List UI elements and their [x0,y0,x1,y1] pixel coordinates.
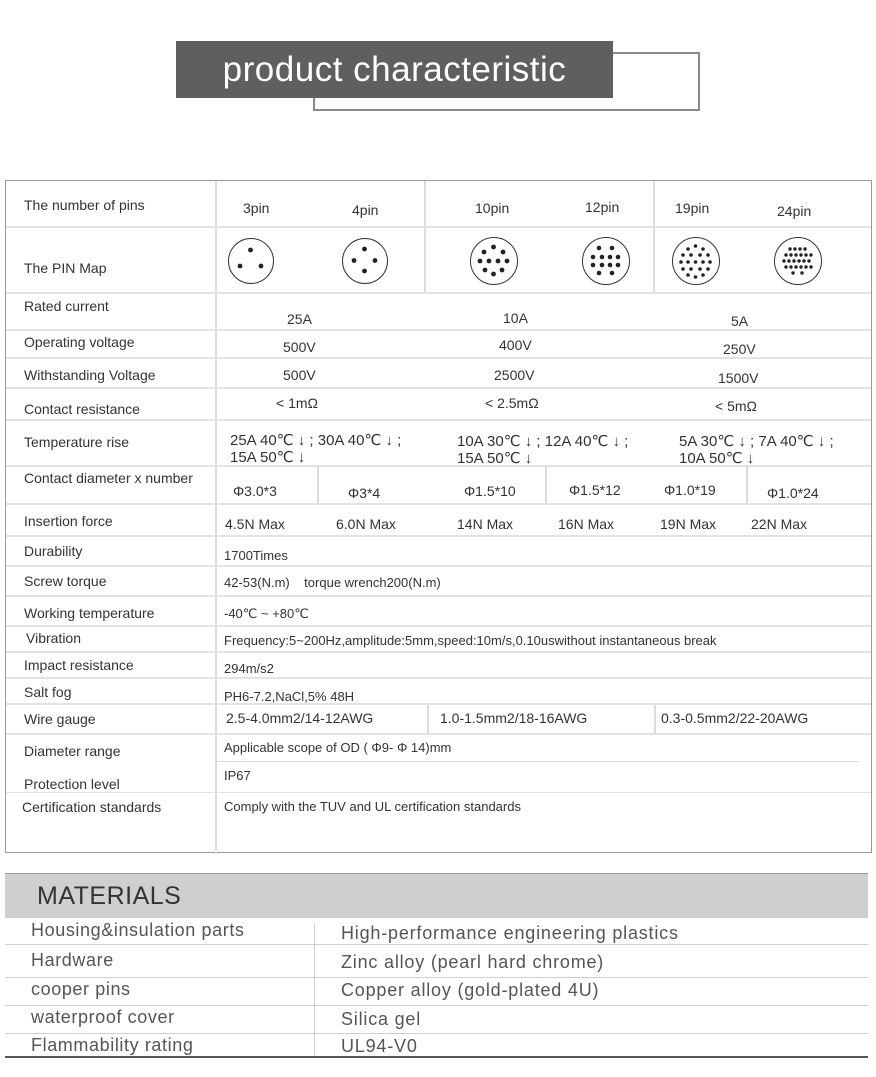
cell-value: < 2.5mΩ [485,395,539,411]
row-vibration [6,627,871,653]
pin-count: 19pin [675,200,710,216]
cell-value: 1700Times [224,548,288,563]
material-part: Housing&insulation parts [31,920,245,940]
row-label: Working temperature [24,605,155,621]
cell-value: 15A 50℃ ↓ [230,449,306,466]
materials-title: MATERIALS [37,882,182,910]
materials-table [5,873,868,1058]
cell-value: 25A 40℃ ↓ ; 30A 40℃ ↓ ; [230,432,402,449]
cell-value: 294m/s2 [224,661,274,676]
material-value: Silica gel [341,1009,422,1029]
pin-map-4pin-icon [342,238,388,284]
cell-value: 500V [283,339,316,355]
row-label: Contact diameter x number [24,470,193,486]
row-label: Wire gauge [24,711,96,727]
row-insertion-force [6,505,871,537]
row-contact-resistance [6,389,871,421]
cell-value: PH6-7.2,NaCl,5% 48H [224,689,355,704]
pin-count: 24pin [777,203,812,219]
row-contact-diameter [6,467,871,505]
row-label: Salt fog [24,684,72,700]
cell-value: 2.5-4.0mm2/14-12AWG [226,710,374,726]
cell-value: 4.5N Max [225,516,285,532]
cell-value: 5A [731,313,749,329]
cell-value: Frequency:5~200Hz,amplitude:5mm,speed:10m/s,0.10uswithout instantaneous break [224,633,717,648]
row-diameter-range [6,735,871,761]
row-rated-current [6,294,871,331]
row-salt-fog [6,679,871,705]
cell-value: 10A 50℃ ↓ [679,450,755,467]
pin-map-19pin-icon [672,237,720,285]
cell-value: < 1mΩ [276,395,318,411]
material-value: Zinc alloy (pearl hard chrome) [341,952,605,972]
materials-row [5,918,868,945]
materials-header [5,873,868,918]
row-label: Impact resistance [24,657,134,673]
row-label: Certification standards [22,799,162,815]
row-label: Contact resistance [24,401,140,417]
cell-value: 22N Max [751,516,808,532]
cell-value: 1500V [718,370,759,386]
cell-value: < 5mΩ [715,398,757,414]
cell-value: 10A 30℃ ↓ ; 12A 40℃ ↓ ; [457,433,629,450]
cell-value: IP67 [224,768,251,783]
spec-table [5,180,872,853]
cell-value: 15A 50℃ ↓ [457,450,533,467]
row-impact-resistance [6,653,871,679]
cell-value: 0.3-0.5mm2/22-20AWG [661,710,809,726]
cell-value: 400V [499,337,532,353]
row-wire-gauge [6,705,871,735]
row-label: Rated current [24,298,109,314]
row-label: Operating voltage [24,334,135,350]
pin-map-24pin-icon [774,237,822,285]
pin-map-12pin-icon [582,237,630,285]
cell-value: 14N Max [457,516,514,532]
material-part: Hardware [31,950,114,970]
cell-value: -40℃ ~ +80℃ [224,606,309,621]
cell-value: Comply with the TUV and UL certification standards [224,799,521,814]
pin-count: 3pin [243,200,270,216]
materials-row [5,1006,868,1034]
row-pin-map [6,228,871,294]
row-label: Withstanding Voltage [24,367,156,383]
cell-value: 16N Max [558,516,615,532]
pin-count: 10pin [475,200,510,216]
cell-value: Φ1.0*19 [664,482,716,498]
cell-value: Applicable scope of OD ( Φ9- Φ 14)mm [224,740,452,755]
page-title: product characteristic [176,41,613,98]
pin-map-3pin-icon [228,238,274,284]
cell-value: 42-53(N.m) torque wrench200(N.m) [224,575,441,590]
row-label: Screw torque [24,573,107,589]
materials-row [5,978,868,1006]
cell-value: 6.0N Max [336,516,396,532]
cell-value: 1.0-1.5mm2/18-16AWG [440,710,588,726]
cell-value: 500V [283,367,316,383]
row-working-temperature [6,597,871,627]
material-value: UL94-V0 [341,1036,418,1056]
row-label: The number of pins [24,197,145,213]
material-value: High-performance engineering plastics [341,923,679,943]
materials-row [5,1034,868,1056]
cell-value: 10A [503,310,528,326]
row-label: Diameter range [24,743,121,759]
cell-value: 25A [287,311,312,327]
cell-value: 5A 30℃ ↓ ; 7A 40℃ ↓ ; [679,433,834,450]
row-pins [6,181,871,228]
row-label: Vibration [26,630,82,646]
materials-bottom-rule [5,1056,868,1058]
row-operating-voltage [6,331,871,359]
cell-value: Φ3*4 [348,485,381,501]
row-durability [6,537,871,567]
materials-row [5,945,868,978]
cell-value: Φ1.5*10 [464,483,516,499]
cell-value: Φ1.0*24 [767,485,819,501]
cell-value: 19N Max [660,516,717,532]
cell-value: Φ1.5*12 [569,482,621,498]
cell-value: 250V [723,341,756,357]
row-label: Insertion force [24,513,113,529]
row-label: Protection level [24,776,120,792]
material-value: Copper alloy (gold-plated 4U) [341,980,600,1000]
row-label: Durability [24,543,83,559]
material-part: waterproof cover [31,1007,175,1027]
row-protection-level [6,761,871,793]
row-label: Temperature rise [24,434,130,450]
pin-count: 4pin [352,202,379,218]
material-part: Flammability rating [31,1035,194,1055]
row-label: The PIN Map [24,260,107,276]
cell-value: 2500V [494,367,535,383]
material-part: cooper pins [31,979,131,999]
row-screw-torque [6,567,871,597]
pin-map-10pin-icon [470,237,518,285]
cell-value: Φ3.0*3 [233,483,277,499]
row-certification [6,793,871,853]
row-withstanding-voltage [6,359,871,389]
pin-count: 12pin [585,199,620,215]
row-temperature-rise [6,421,871,467]
